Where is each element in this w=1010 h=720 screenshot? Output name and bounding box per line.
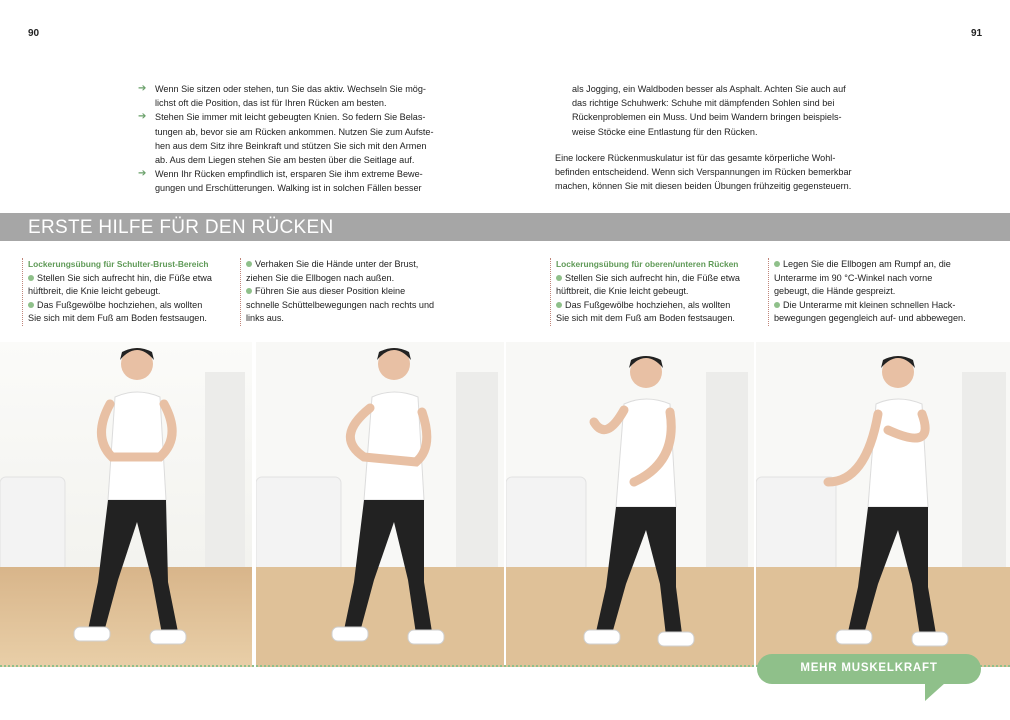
- text-line: gungen und Erschütterungen. Walking ist in solchen Fällen besser: [155, 183, 422, 194]
- bullet-dot-icon: [774, 302, 780, 308]
- exercise-bullet: [556, 272, 766, 286]
- exercise-photo-4: [756, 342, 1010, 667]
- text-line: Verhaken Sie die Hände unter der Brust,: [255, 259, 419, 269]
- text-line: bewegungen gegengleich auf- und abbewegen.: [774, 313, 966, 323]
- text-line: Eine lockere Rückenmuskulatur ist für das gesamte körperliche Wohl-: [555, 152, 836, 163]
- exercise-photo-3: [506, 342, 754, 667]
- intro-bullet: [138, 167, 458, 195]
- text-line: als Jogging, ein Waldboden besser als Asphalt. Achten Sie auch auf: [572, 84, 846, 94]
- text-line: lichst oft die Position, das ist für Ihren Rücken am besten.: [155, 98, 387, 109]
- bullet-dot-icon: [28, 275, 34, 281]
- text-line: Das Fußgewölbe hochziehen, als wollten: [37, 299, 203, 310]
- text-line: links aus.: [246, 313, 284, 323]
- text-line: ab. Aus dem Liegen stehen Sie am besten über die Seitlage auf.: [155, 155, 415, 166]
- exercise-bullet: [28, 299, 238, 313]
- bullet-dot-icon: [556, 302, 562, 308]
- bullet-dot-icon: [246, 288, 252, 294]
- text-line: Wenn Ihr Rücken empfindlich ist, ersparen Sie ihm extreme Bewe-: [155, 169, 423, 180]
- exercise-bullet: [556, 299, 766, 313]
- exercise-heading: Lockerungsübung für oberen/unteren Rücken: [556, 259, 739, 269]
- exercise-column-1: [22, 258, 238, 326]
- exercise-bullet: [774, 299, 994, 313]
- exercise-photo-2: [256, 342, 504, 667]
- text-line: Unterarme im 90 °C-Winkel nach vorne: [774, 272, 933, 283]
- intro-bullet: [138, 82, 458, 110]
- section-banner: [0, 213, 1010, 241]
- text-line: das richtige Schuhwerk: Schuhe mit dämpfenden Sohlen sind bei: [572, 98, 835, 109]
- text-line: befinden entscheidend. Wenn sich Verspannungen im Rücken bemerkbar: [555, 167, 852, 178]
- exercise-bullet: [774, 258, 994, 272]
- text-line: hüftbreit, die Knie leicht gebeugt.: [28, 286, 161, 296]
- bullet-dot-icon: [28, 302, 34, 308]
- intro-bullet: [138, 110, 458, 167]
- bullet-dot-icon: [556, 275, 562, 281]
- intro-right-column: [555, 82, 885, 193]
- text-line: Wenn Sie sitzen oder stehen, tun Sie das aktiv. Wechseln Sie mög-: [155, 84, 426, 94]
- text-line: gebeugt, die Hände gespreizt.: [774, 286, 896, 296]
- text-line: Das Fußgewölbe hochziehen, als wollten: [565, 299, 731, 310]
- arrow-icon: ➔: [138, 111, 147, 123]
- text-line: Sie sich mit dem Fuß am Boden festsaugen.: [556, 313, 735, 323]
- text-line: Stellen Sie sich aufrecht hin, die Füße etwa: [565, 272, 740, 283]
- text-line: Die Unterarme mit kleinen schnellen Hack-: [783, 299, 956, 310]
- intro-left-column: [138, 82, 458, 196]
- page-number-left: 90: [28, 28, 40, 39]
- exercise-heading: Lockerungsübung für Schulter-Brust-Bereich: [28, 259, 209, 269]
- intro-paragraph-continued: [555, 82, 885, 139]
- text-line: Führen Sie aus dieser Position kleine: [255, 286, 406, 296]
- badge-tail-icon: [925, 683, 945, 701]
- text-line: Stellen Sie sich aufrecht hin, die Füße etwa: [37, 272, 212, 283]
- exercise-column-3: [550, 258, 766, 326]
- bullet-dot-icon: [246, 261, 252, 267]
- intro-paragraph: [555, 151, 885, 194]
- text-line: Sie sich mit dem Fuß am Boden festsaugen.: [28, 313, 207, 323]
- text-line: tungen ab, bevor sie am Rücken ankommen. Nutzen Sie zum Aufste-: [155, 126, 434, 137]
- bullet-dot-icon: [774, 261, 780, 267]
- text-line: hen aus dem Sitz ihre Beinkraft und stützen Sie sich mit den Armen: [155, 140, 427, 151]
- text-line: machen, können Sie mit diesen beiden Übungen frühzeitig gegensteuern.: [555, 181, 852, 192]
- exercise-bullet: [246, 258, 471, 272]
- text-line: ziehen Sie die Ellbogen nach außen.: [246, 272, 395, 283]
- text-line: hüftbreit, die Knie leicht gebeugt.: [556, 286, 689, 296]
- text-line: Legen Sie die Ellbogen am Rumpf an, die: [783, 259, 951, 269]
- arrow-icon: ➔: [138, 168, 147, 180]
- badge-label: MEHR MUSKELKRAFT: [800, 662, 938, 674]
- exercise-bullet: [28, 272, 238, 286]
- text-line: schnelle Schüttelbewegungen nach rechts und: [246, 299, 435, 310]
- arrow-icon: ➔: [138, 83, 147, 94]
- text-line: Rückenproblemen ein Muss. Und beim Wandern bringen beispiels-: [572, 112, 842, 123]
- text-line: weise Stöcke eine Entlastung für den Rücken.: [572, 126, 758, 137]
- exercise-photo-1: [0, 342, 252, 667]
- section-badge: [757, 654, 981, 684]
- exercise-bullet: [246, 285, 471, 299]
- text-line: Stehen Sie immer mit leicht gebeugten Knien. So federn Sie Belas-: [155, 112, 426, 123]
- section-title: ERSTE HILFE FÜR DEN RÜCKEN: [28, 217, 334, 238]
- exercise-column-4: [768, 258, 994, 326]
- exercise-column-2: [240, 258, 471, 326]
- page-number-right: 91: [971, 28, 983, 39]
